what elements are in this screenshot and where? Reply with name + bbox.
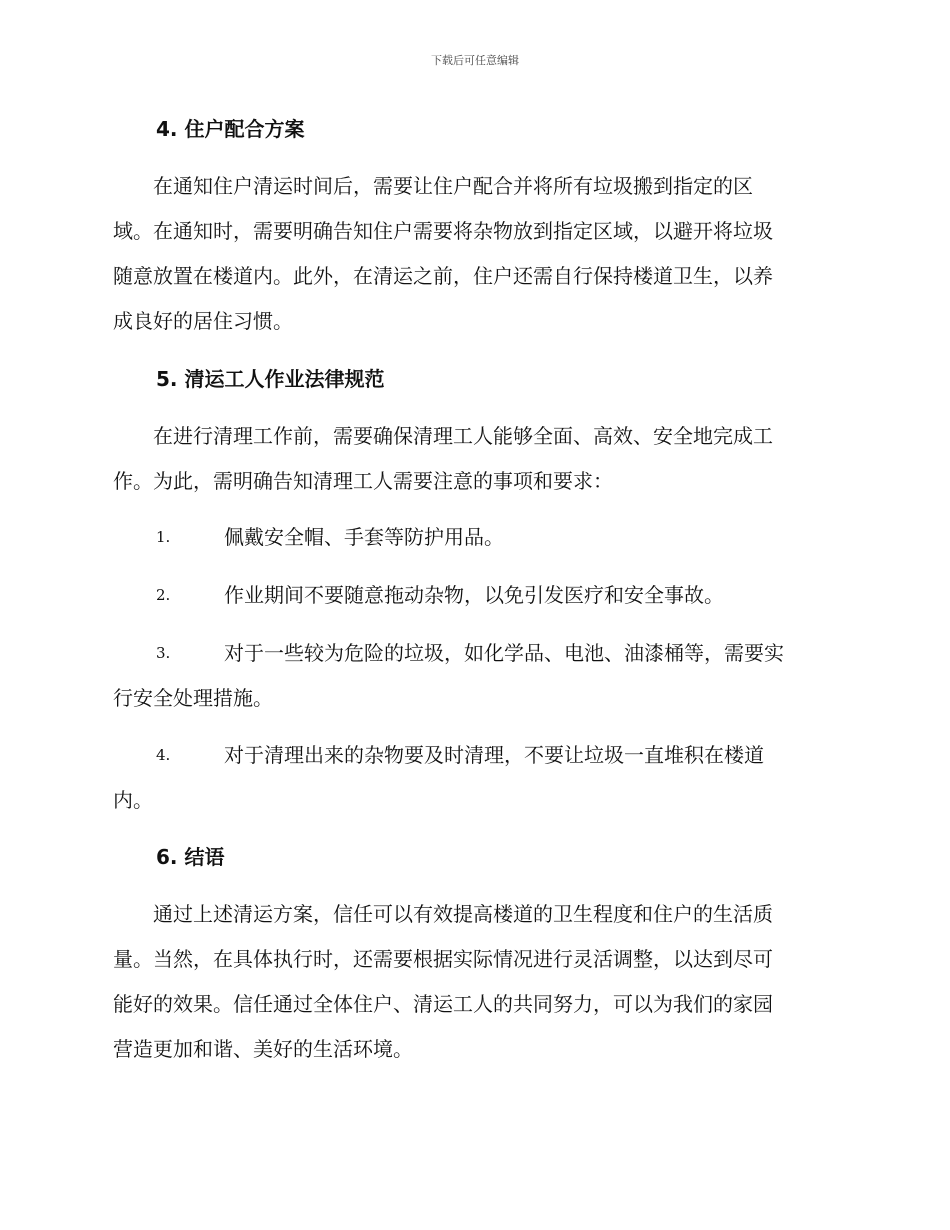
section-6-heading: 6. 结语	[156, 845, 225, 869]
paragraph-line: 通过上述清运方案，信任可以有效提高楼道的卫生程度和住户的生活质	[113, 902, 773, 926]
section-5-heading: 5. 清运工人作业法律规范	[156, 367, 385, 391]
list-text: 佩戴安全帽、手套等防护用品。	[224, 525, 504, 549]
list-item-1	[113, 515, 835, 560]
paragraph-line: 域。在通知时，需要明确告知住户需要将杂物放到指定区域，以避开将垃圾	[113, 219, 773, 243]
paragraph-line: 营造更加和谐、美好的生活环境。	[113, 1037, 413, 1061]
paragraph-line: 作。为此，需明确告知清理工人需要注意的事项和要求：	[113, 469, 613, 493]
list-item-3	[113, 631, 835, 721]
list-item-2	[113, 573, 835, 618]
paragraph-line: 在通知住户清运时间后，需要让住户配合并将所有垃圾搬到指定的区	[113, 174, 753, 198]
section-5-paragraph	[113, 414, 835, 504]
list-text: 作业期间不要随意拖动杂物，以免引发医疗和安全事故。	[224, 583, 724, 607]
list-text-continued: 内。	[113, 788, 153, 812]
list-text: 对于一些较为危险的垃圾，如化学品、电池、油漆桶等，需要实	[224, 641, 784, 665]
list-number: 4.	[156, 746, 171, 764]
paragraph-line: 能好的效果。信任通过全体住户、清运工人的共同努力，可以为我们的家园	[113, 992, 773, 1016]
section-4-heading: 4. 住户配合方案	[156, 117, 305, 141]
list-number: 1.	[156, 528, 171, 546]
page-header: 下载后可任意编辑	[431, 54, 519, 67]
paragraph-line: 在进行清理工作前，需要确保清理工人能够全面、高效、安全地完成工	[113, 424, 773, 448]
paragraph-line: 成良好的居住习惯。	[113, 309, 293, 333]
list-number: 3.	[156, 644, 171, 662]
paragraph-line: 量。当然，在具体执行时，还需要根据实际情况进行灵活调整，以达到尽可	[113, 947, 773, 971]
section-4-paragraph	[113, 164, 835, 344]
list-item-4	[113, 733, 835, 823]
section-6-paragraph	[113, 892, 835, 1072]
list-text: 对于清理出来的杂物要及时清理，不要让垃圾一直堆积在楼道	[224, 743, 764, 767]
list-text-continued: 行安全处理措施。	[113, 686, 273, 710]
list-number: 2.	[156, 586, 171, 604]
paragraph-line: 随意放置在楼道内。此外，在清运之前，住户还需自行保持楼道卫生，以养	[113, 264, 773, 288]
